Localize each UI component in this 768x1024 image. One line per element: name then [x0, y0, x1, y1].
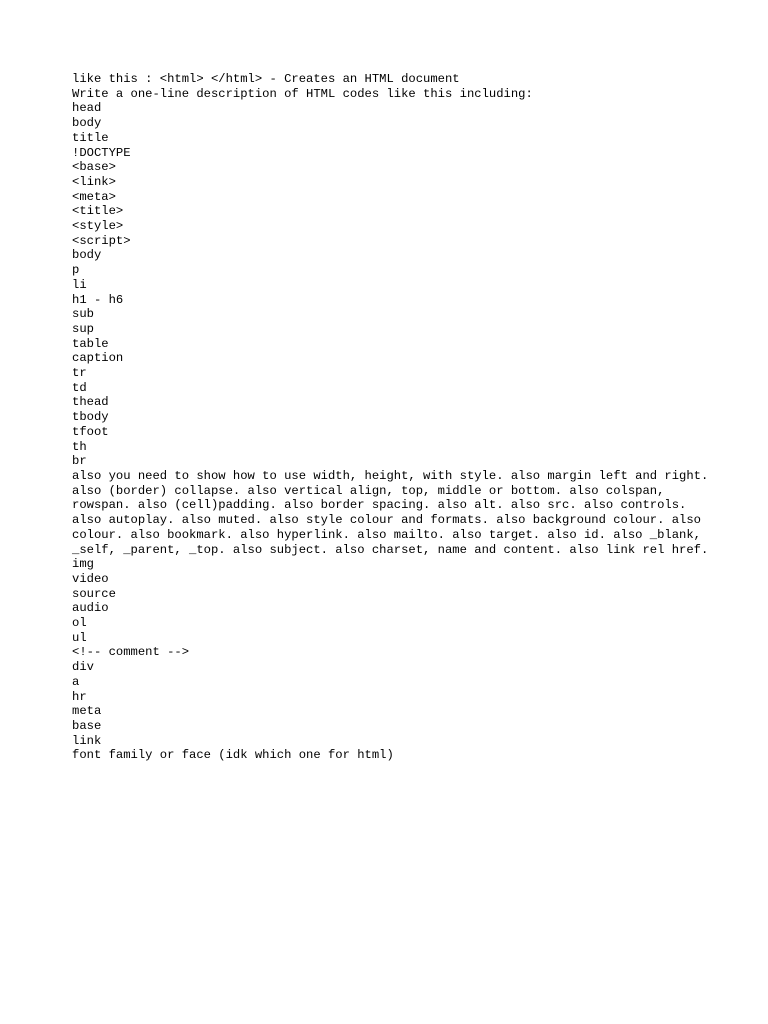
line-th: th: [72, 439, 87, 454]
line-caption: caption: [72, 351, 124, 366]
line-intro: like this : <html> </html> - Creates an HTML document: [72, 72, 460, 86]
document-body: [72, 72, 712, 763]
line-td: td: [72, 380, 87, 395]
line-ol: ol: [72, 616, 87, 631]
line-font-family: font family or face (idk which one for html): [72, 748, 394, 763]
line-source: source: [72, 586, 116, 601]
line-sup: sup: [72, 321, 94, 336]
line-script-tag: <script>: [72, 233, 131, 248]
line-body: body: [72, 116, 102, 131]
line-body-2: body: [72, 248, 102, 263]
line-comment: <!-- comment -->: [72, 645, 190, 660]
line-link: link: [72, 733, 102, 748]
line-meta: meta: [72, 704, 102, 719]
line-video: video: [72, 571, 109, 586]
line-style-tag: <style>: [72, 219, 124, 234]
line-title-tag: <title>: [72, 204, 124, 219]
line-title: title: [72, 130, 109, 145]
line-thead: thead: [72, 395, 109, 410]
line-base: base: [72, 718, 102, 733]
line-doctype: !DOCTYPE: [72, 145, 131, 160]
line-hr: hr: [72, 689, 87, 704]
line-sub: sub: [72, 307, 94, 322]
line-meta-tag: <meta>: [72, 189, 116, 204]
line-tbody: tbody: [72, 410, 109, 425]
line-img: img: [72, 557, 94, 572]
line-div: div: [72, 660, 94, 675]
line-a: a: [72, 674, 80, 689]
line-audio: audio: [72, 601, 109, 616]
line-h1-h6: h1 - h6: [72, 292, 124, 307]
line-p: p: [72, 263, 80, 278]
line-tfoot: tfoot: [72, 424, 109, 439]
line-tr: tr: [72, 366, 87, 381]
line-prompt: Write a one-line description of HTML codes like this including:: [72, 86, 533, 101]
line-ul: ul: [72, 630, 87, 645]
line-head: head: [72, 101, 102, 116]
line-br: br: [72, 454, 87, 469]
styling-requirements-paragraph: also you need to show how to use width, height, with style. also margin left and right. also (border) collapse. also vertical align, top, middle or bottom. also colspan, rowspan. also (cell)padding. also border spacing. also alt. also src. also controls. also autoplay. also muted. also style colour and formats. also background colour. also colour. also bookmark. also hyperlink. also mailto. also target. also id. also _blank, _self, _parent, _top. also subject. also charset, name and content. also link rel href.: [72, 468, 709, 557]
line-table: table: [72, 336, 109, 351]
line-li: li: [72, 277, 87, 292]
line-link-tag: <link>: [72, 174, 116, 189]
line-base-tag: <base>: [72, 160, 116, 175]
